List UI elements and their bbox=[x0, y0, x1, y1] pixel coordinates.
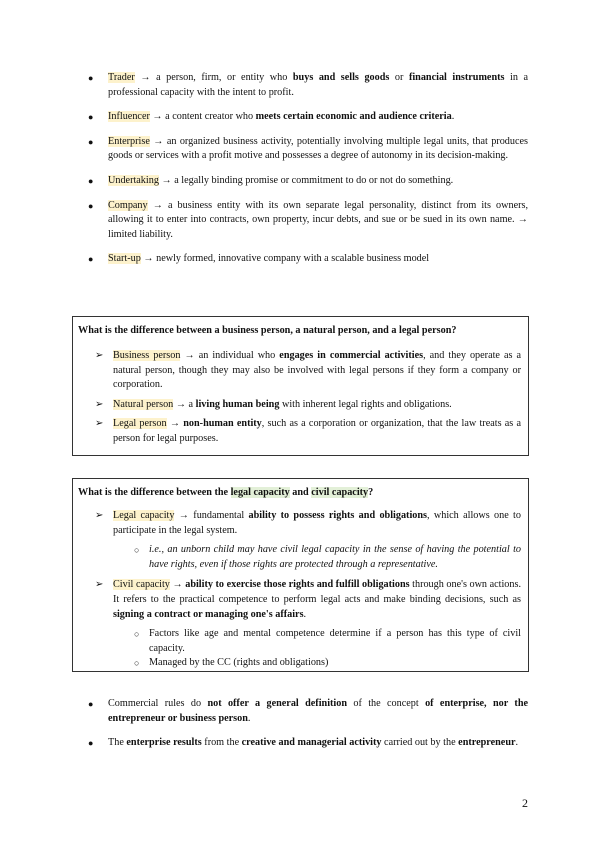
list-item-natural-person: ➢ Natural person → a living human being with inherent legal rights and obligations. bbox=[113, 398, 521, 413]
list-item-startup: ● Start-up → newly formed, innovative company with a scalable business model bbox=[108, 252, 528, 267]
list-item-company: ● Company → a business entity with its own separate legal personality, distinct from its owners, allowing it to enter into contracts, own property, incur debts, and sue or be sued in its own name. → limited liability. bbox=[88, 199, 528, 240]
list-item-trader: ● Trader → a person, firm, or entity who buys and sells goods or financial instruments in a professional capacity with the intent to profit. bbox=[88, 72, 529, 98]
arrow-bullet-icon: ➢ bbox=[95, 579, 104, 591]
bullet-icon: ● bbox=[88, 112, 94, 123]
capacity-list bbox=[95, 509, 521, 671]
sub-item: ○ i.e., an unborn child may have civil legal capacity in the sense of having the potential to have rights, even if those rights are protected through a representative. bbox=[134, 544, 521, 570]
bullet-icon: ● bbox=[88, 136, 94, 147]
civil-capacity-sublist bbox=[134, 627, 521, 671]
arrow-bullet-icon: ➢ bbox=[95, 418, 104, 430]
circle-bullet-icon: ○ bbox=[134, 629, 140, 640]
box-question: What is the difference between a business person, a natural person, and a legal person? bbox=[78, 325, 457, 336]
list-item-civil-capacity: ➢ Civil capacity → ability to exercise those rights and fulfill obligations through one's own actions. It refers to the practical competence to perform legal acts and make binding decisions, such as signing a contract or managing one's affairs. ○ Factors like age and mental competence determine if a person has this type of civil capacity. ○ Managed by the CC (rights and obligations) bbox=[113, 578, 521, 671]
circle-bullet-icon: ○ bbox=[134, 545, 140, 556]
page-number: 2 bbox=[522, 796, 528, 810]
bullet-icon: ● bbox=[88, 738, 94, 749]
list-item-commercial-rules: ● Commercial rules do not offer a general definition of the concept of enterprise, nor the entrepreneur or business person. bbox=[88, 698, 529, 724]
persons-list bbox=[95, 349, 522, 447]
list-item-influencer: ● Influencer → a content creator who meets certain economic and audience criteria. bbox=[108, 110, 528, 125]
list-item-legal-capacity: ➢ Legal capacity → fundamental ability to possess rights and obligations, which allows one to participate in the legal system. ○ i.e., an unborn child may have civil legal capacity in the sense of having the potential to have rights, even if those rights are protected through a representative. bbox=[113, 509, 521, 572]
bullet-icon: ● bbox=[88, 73, 94, 83]
bullet-icon: ● bbox=[88, 175, 94, 186]
list-item-business-person: ➢ Business person → an individual who engages in commercial activities, and they operate as a natural person, though they may also be involved with legal persons if they form a company or corporation. bbox=[95, 350, 522, 391]
circle-bullet-icon: ○ bbox=[134, 658, 140, 669]
arrow-bullet-icon: ➢ bbox=[95, 350, 104, 361]
sub-item: ○ Factors like age and mental competence determine if a person has this type of civil capacity. bbox=[134, 628, 521, 654]
bullet-icon: ● bbox=[88, 699, 94, 709]
list-item-undertaking: ● Undertaking → a legally binding promise or commitment to do or not do something. bbox=[108, 174, 528, 189]
question-box-persons bbox=[72, 316, 529, 456]
definitions-list bbox=[88, 71, 529, 267]
enterprise-notes-list bbox=[88, 697, 529, 751]
bullet-icon: ● bbox=[88, 200, 94, 211]
legal-capacity-sublist bbox=[134, 543, 521, 572]
sub-item: ○ Managed by the CC (rights and obligations) bbox=[149, 656, 521, 671]
arrow-bullet-icon: ➢ bbox=[95, 510, 104, 521]
box-question: What is the difference between the legal capacity and civil capacity? bbox=[78, 487, 374, 498]
list-item-legal-person: ➢ Legal person → non-human entity, such as a corporation or organization, that the law treats as a person for legal purposes. bbox=[95, 418, 522, 444]
list-item-enterprise: ● Enterprise → an organized business activity, potentially involving multiple legal units, that produces goods or services with a profit motive and possesses a degree of autonomy in its decision-making. bbox=[88, 135, 528, 162]
arrow-bullet-icon: ➢ bbox=[95, 398, 104, 410]
question-box-capacity bbox=[72, 478, 529, 672]
list-item-enterprise-results: ● The enterprise results from the creative and managerial activity carried out by the entrepreneur. bbox=[108, 736, 528, 751]
bullet-icon: ● bbox=[88, 254, 94, 265]
